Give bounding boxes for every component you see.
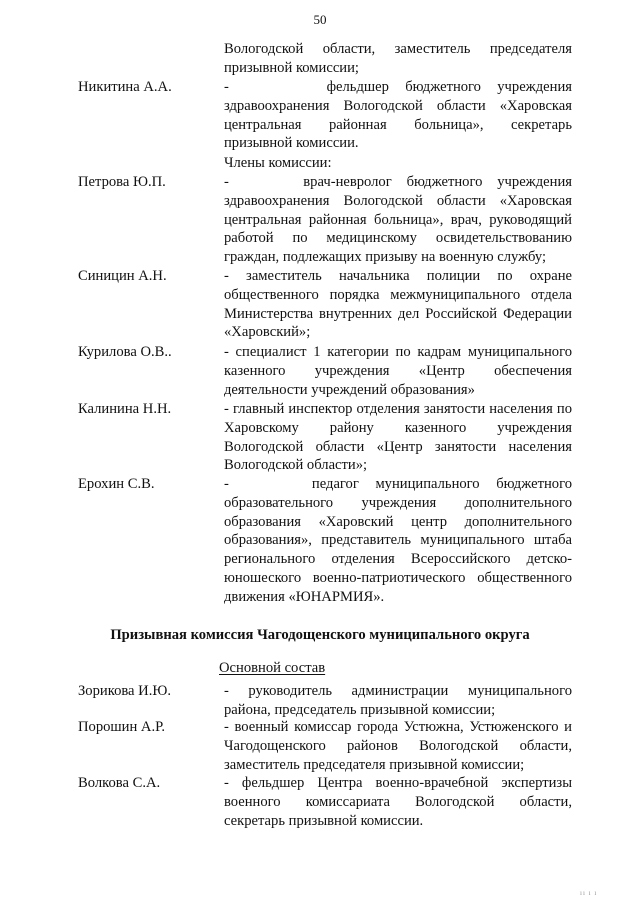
section-heading: Призывная комиссия Чагодощенского муниципального округа bbox=[110, 627, 530, 643]
members-label: Члены комиссии: bbox=[224, 155, 332, 171]
member-name: Ерохин С.В. bbox=[78, 476, 155, 492]
continuation-text: Вологодской области, заместитель председателя призывной комиссии; bbox=[224, 41, 572, 76]
member-description: - врач-невролог бюджетного учреждения здравоохранения Вологодской области «Харовская центральная районная больница», врач, руководящий работой по медицинскому освидетельствованию граждан, подлежащих призыву на военную службу; bbox=[224, 174, 572, 266]
subheading: Основной состав bbox=[219, 660, 326, 676]
member-description: - главный инспектор отделения занятости населения по Харовскому району казенного учреждения Вологодской области «Центр занятости населения Вологодской области»; bbox=[224, 401, 572, 474]
member-name: Никитина А.А. bbox=[78, 79, 172, 95]
member-name: Синицин А.Н. bbox=[78, 268, 167, 284]
member-description: - руководитель администрации муниципального района, председатель призывной комиссии; bbox=[224, 683, 572, 718]
member-description: - военный комиссар города Устюжна, Устюженского и Чагодощенского районов Вологодской области, заместитель председателя призывной комиссии; bbox=[224, 719, 572, 773]
member-description: - фельдшер бюджетного учреждения здравоохранения Вологодской области «Харовская центральная районная больница», секретарь призывной комиссии. bbox=[224, 79, 572, 152]
member-description: - фельдшер Центра военно-врачебной экспертизы военного комиссариата Вологодской области, секретарь призывной комиссии. bbox=[224, 775, 572, 829]
member-name: Волкова С.А. bbox=[78, 775, 161, 791]
member-description: - специалист 1 категории по кадрам муниципального казенного учреждения «Центр обеспечения деятельности учреждений образования» bbox=[224, 344, 572, 398]
member-name: Петрова Ю.П. bbox=[78, 174, 166, 190]
member-name: Курилова О.В.. bbox=[78, 344, 172, 360]
member-name: Калинина Н.Н. bbox=[78, 401, 172, 417]
member-description: - заместитель начальника полиции по охране общественного порядка межмуниципального отдела Министерства внутренних дел Российской Федерации «Харовский»; bbox=[224, 268, 572, 341]
member-name: Порошин А.Р. bbox=[78, 719, 166, 735]
footer-mark: ıı ı ı bbox=[580, 889, 598, 897]
page-number: 50 bbox=[313, 12, 327, 27]
member-description: - педагог муниципального бюджетного образовательного учреждения дополнительного образования «Харовский центр дополнительного образования», представитель муниципального штаба регионального отделения Всероссийского детско-юношеского военно-патриотического общественного движения «ЮНАРМИЯ». bbox=[224, 476, 572, 605]
member-name: Зорикова И.Ю. bbox=[78, 683, 172, 699]
